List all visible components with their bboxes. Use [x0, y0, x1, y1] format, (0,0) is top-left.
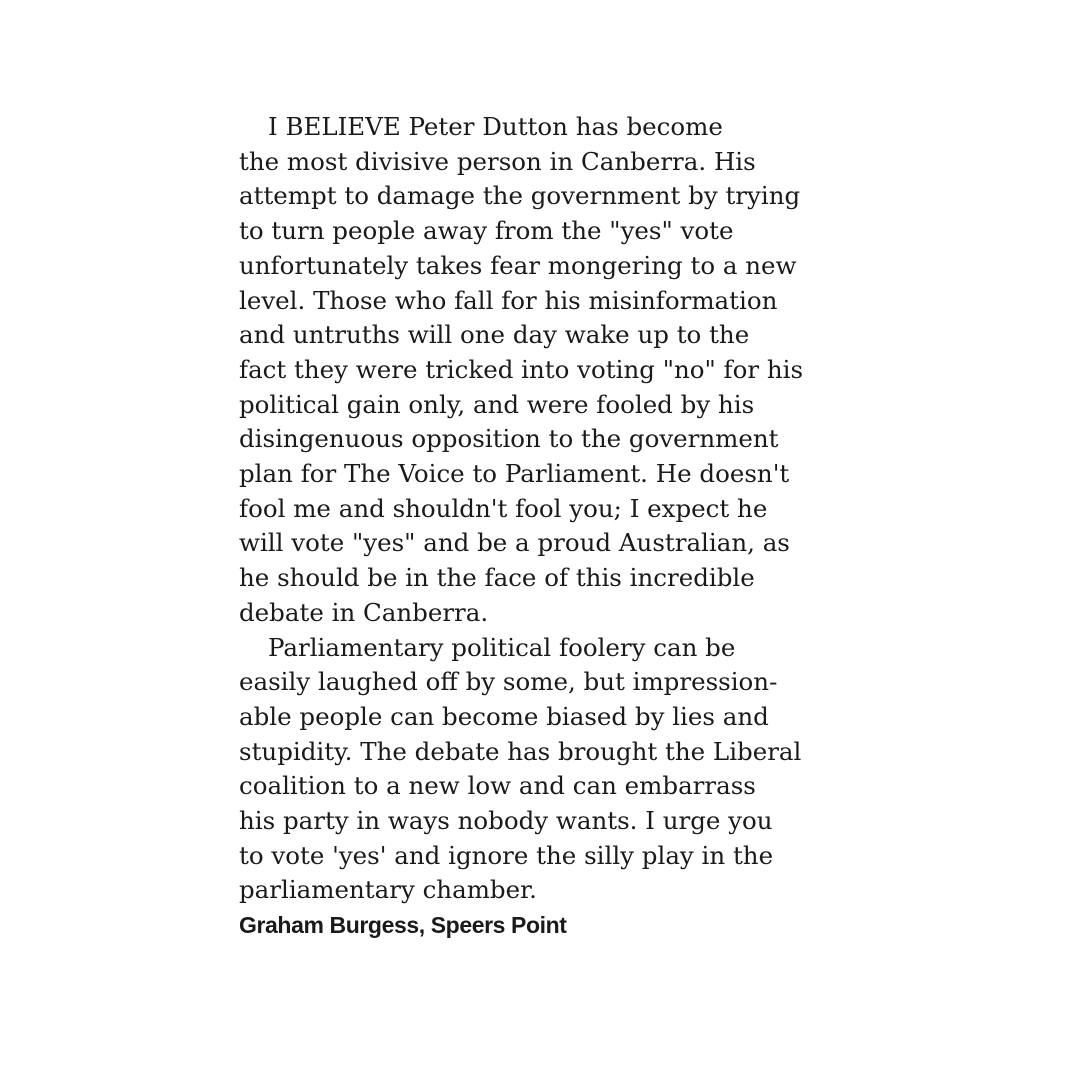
text-line: to turn people away from the "yes" vote — [239, 216, 734, 246]
text-line: his party in ways nobody wants. I urge you — [239, 806, 773, 836]
text-line: unfortunately takes fear mongering to a new — [239, 250, 797, 280]
text-line: coalition to a new low and can embarrass — [239, 771, 756, 801]
text-line: and untruths will one day wake up to the — [239, 320, 750, 350]
text-line: disingenuous opposition to the government — [239, 424, 779, 454]
text-line: I BELIEVE Peter Dutton has become — [268, 112, 723, 141]
text-line: attempt to damage the government by trying — [239, 181, 801, 211]
text-line: parliamentary chamber. — [239, 875, 537, 905]
text-line: level. Those who fall for his misinformation — [239, 285, 778, 315]
text-line: he should be in the face of this incredible — [239, 563, 755, 593]
text-line: political gain only, and were fooled by his — [239, 389, 755, 419]
author-signature: Graham Burgess, Speers Point — [239, 912, 567, 939]
text-line: fool me and shouldn't fool you; I expect he — [239, 493, 768, 523]
text-line: fact they were tricked into voting "no" for his — [239, 354, 804, 384]
text-line: to vote 'yes' and ignore the silly play in the — [239, 840, 774, 870]
text-line: stupidity. The debate has brought the Liberal — [239, 736, 802, 766]
text-line: plan for The Voice to Parliament. He doesn't — [239, 459, 790, 489]
paragraph-1 — [239, 110, 859, 631]
text-line: the most divisive person in Canberra. His — [239, 146, 756, 176]
text-line: easily laughed off by some, but impression- — [239, 667, 778, 697]
text-line: able people can become biased by lies and — [239, 701, 769, 731]
letter-to-editor — [239, 110, 859, 942]
text-line: will vote "yes" and be a proud Australian, as — [239, 528, 790, 558]
paragraph-2 — [239, 631, 859, 909]
text-line: debate in Canberra. — [239, 597, 489, 627]
text-line: Parliamentary political foolery can be — [268, 632, 736, 662]
